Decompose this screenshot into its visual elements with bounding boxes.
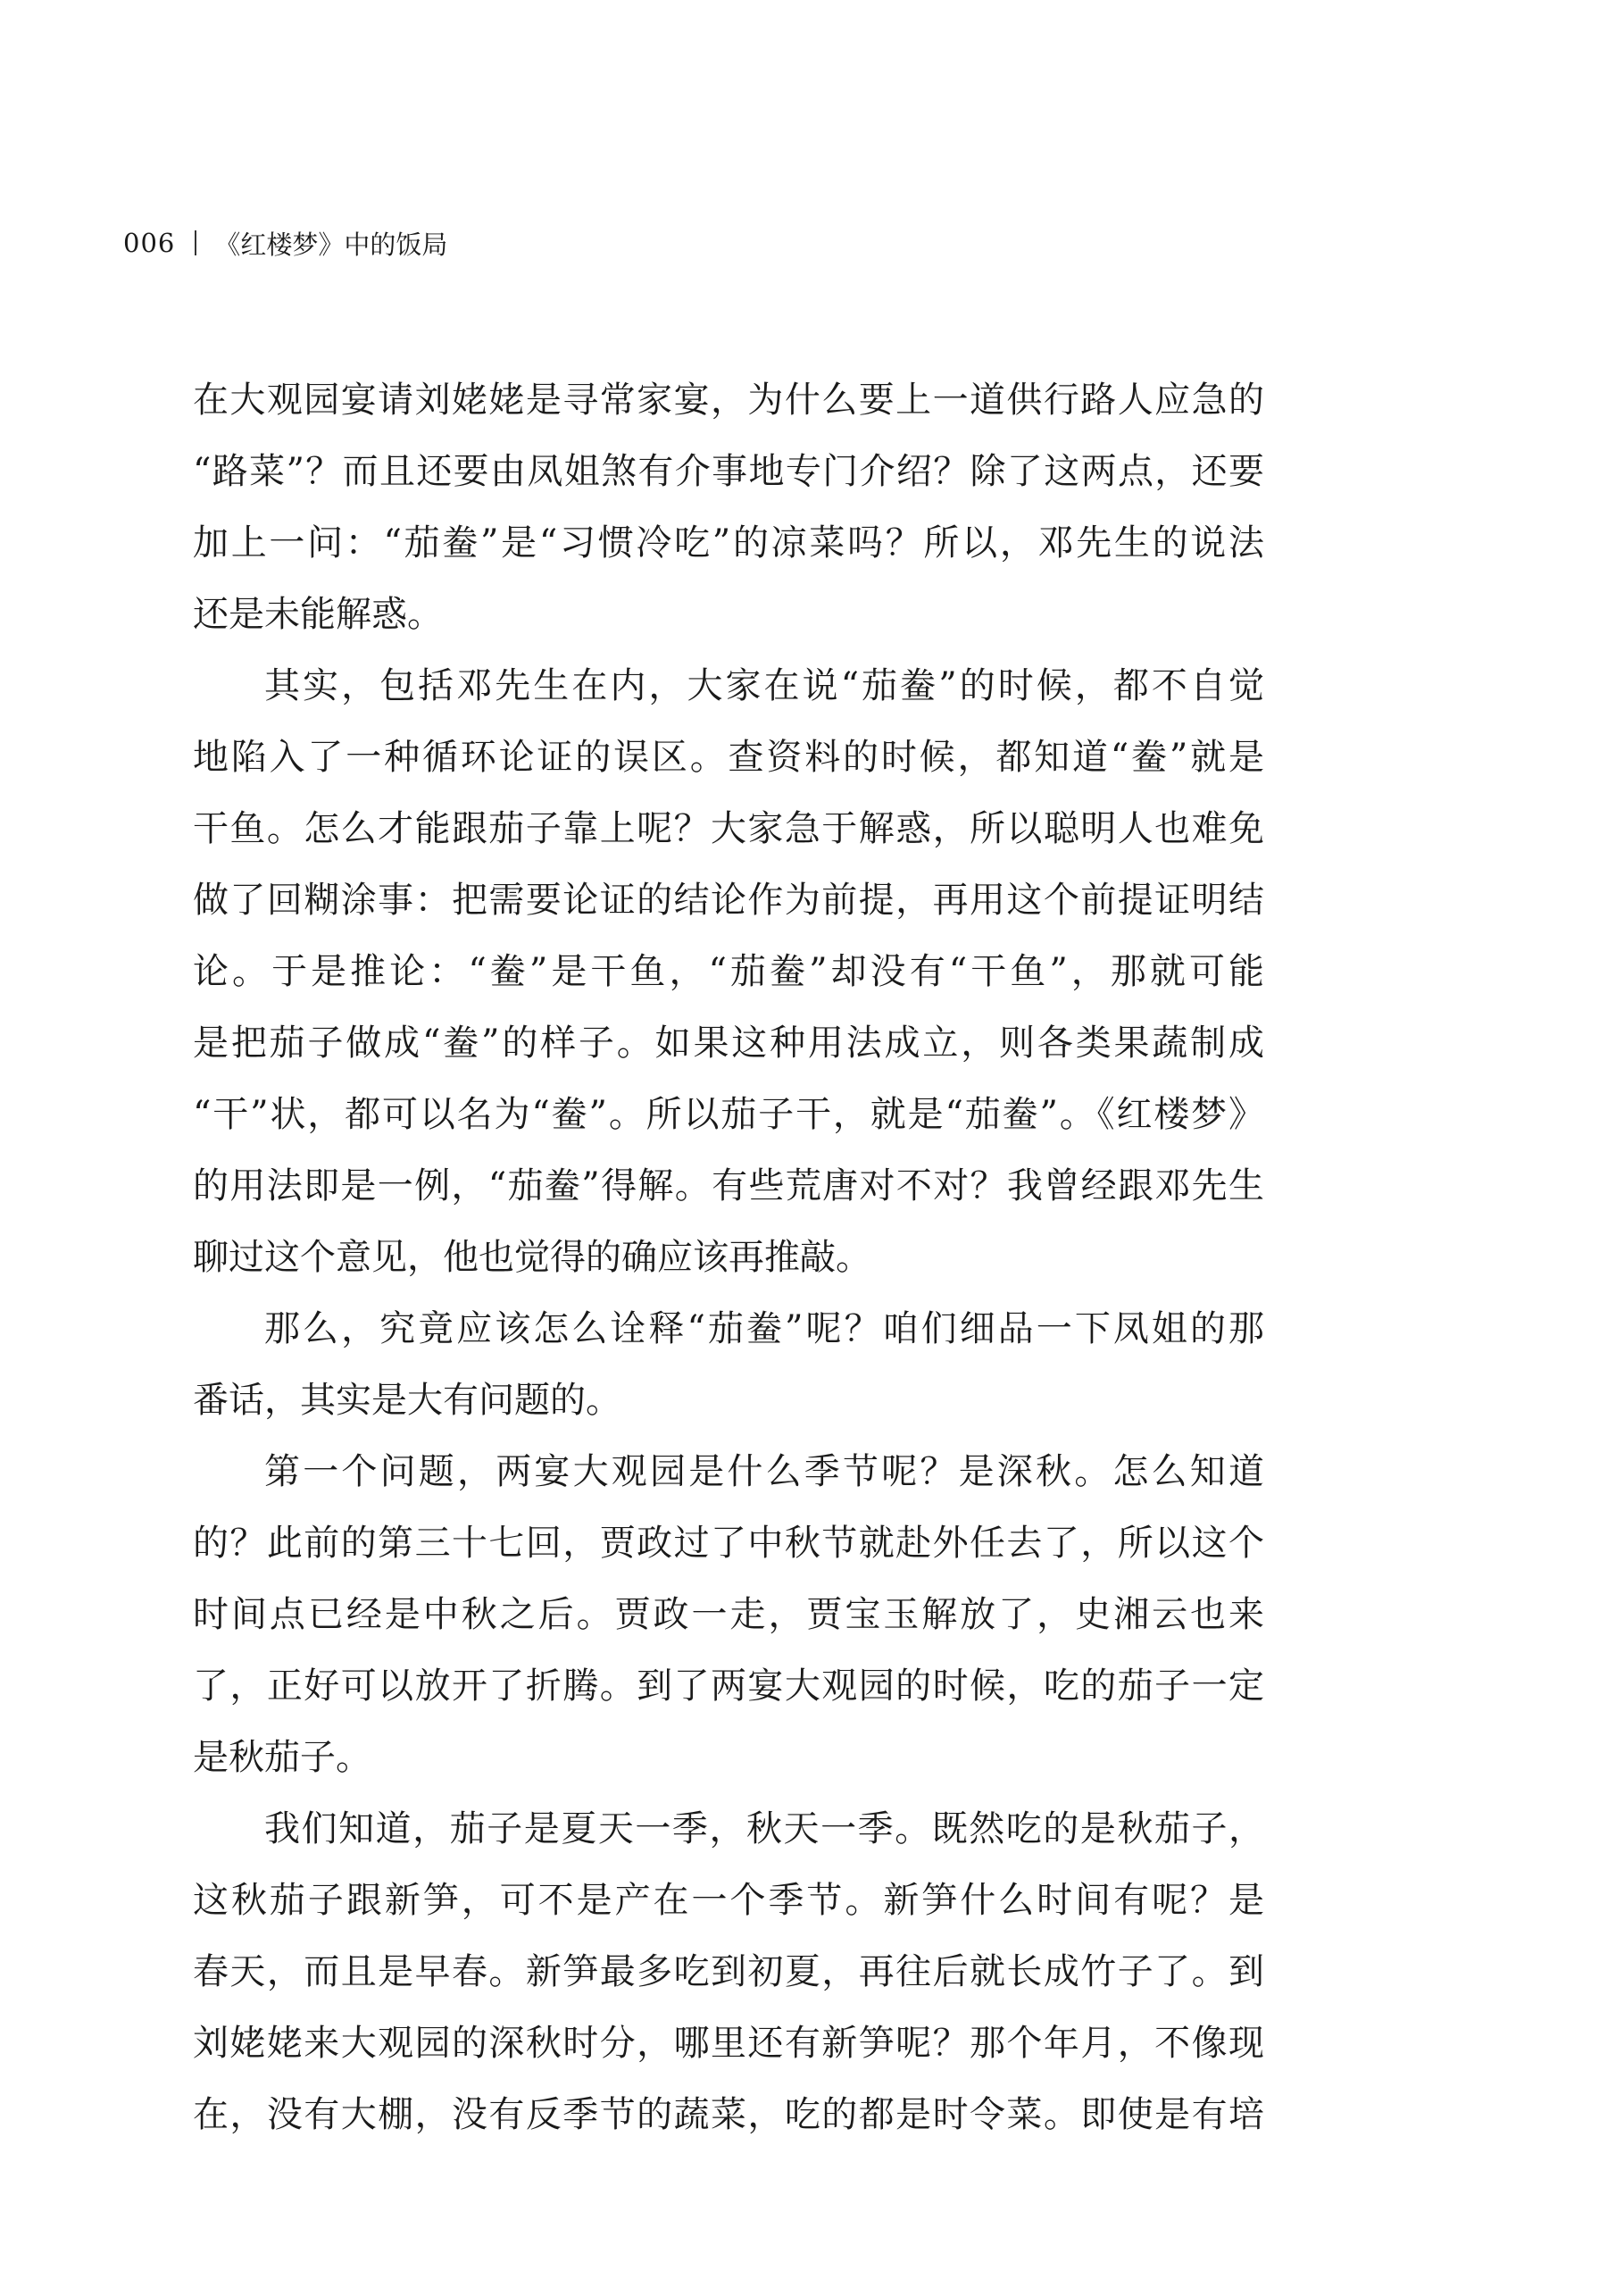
text-line: 地陷入了一种循环论证的误区。查资料的时候，都知道“鲞”就是 [193,737,1264,778]
text-line: 还是未能解惑。 [193,594,443,635]
text-line: 聊过这个意见，他也觉得的确应该再推敲。 [193,1237,871,1278]
page-number: 006 [123,228,176,258]
text-line: 做了回糊涂事：把需要论证的结论作为前提，再用这个前提证明结 [193,880,1264,921]
header-separator [195,230,196,255]
text-line: 时间点已经是中秋之后。贾政一走，贾宝玉解放了，史湘云也来 [193,1594,1264,1635]
text-line: 那么，究竟应该怎么诠释“茄鲞”呢？咱们细品一下凤姐的那 [264,1308,1264,1349]
text-line: 干鱼。怎么才能跟茄子靠上呢？大家急于解惑，所以聪明人也难免 [193,808,1264,849]
text-line: 在大观园宴请刘姥姥是寻常家宴，为什么要上一道供行路人应急的 [193,380,1264,421]
text-line: “干”状，都可以名为“鲞”。所以茄子干，就是“茄鲞”。《红楼梦》 [193,1094,1264,1135]
text-line: 春天，而且是早春。新笋最多吃到初夏，再往后就长成竹子了。到 [193,1951,1264,1992]
text-line: 是秋茄子。 [193,1737,371,1778]
text-line: 的？此前的第三十七回，贾政过了中秋节就赴外任去了，所以这个 [193,1523,1264,1564]
text-line: “路菜”？而且还要由凤姐煞有介事地专门介绍？除了这两点，还要 [193,451,1264,492]
text-line: 番话，其实是大有问题的。 [193,1380,621,1421]
text-line: 加上一问：“茄鲞”是“习惯冷吃”的凉菜吗？所以，邓先生的说法 [193,522,1264,563]
body-text [193,364,1264,2150]
running-header [123,225,447,261]
text-line: 是把茄子做成“鲞”的样子。如果这种用法成立，则各类果蔬制成 [193,1023,1264,1064]
text-line: 论。于是推论：“鲞”是干鱼，“茄鲞”却没有“干鱼”，那就可能 [193,951,1264,992]
text-line: 在，没有大棚，没有反季节的蔬菜，吃的都是时令菜。即使是有培 [193,2094,1264,2135]
text-line: 第一个问题，两宴大观园是什么季节呢？是深秋。怎么知道 [264,1451,1264,1492]
text-line: 这秋茄子跟新笋，可不是产在一个季节。新笋什么时间有呢？是 [193,1880,1264,1921]
text-line: 我们知道，茄子是夏天一季，秋天一季。既然吃的是秋茄子， [264,1808,1264,1849]
text-line: 刘姥姥来大观园的深秋时分，哪里还有新笋呢？那个年月，不像现 [193,2023,1264,2064]
text-line: 其实，包括邓先生在内，大家在说“茄鲞”的时候，都不自觉 [264,665,1264,706]
text-line: 的用法即是一例，“茄鲞”得解。有些荒唐对不对？我曾经跟邓先生 [193,1165,1264,1206]
text-line: 了，正好可以放开了折腾。到了两宴大观园的时候，吃的茄子一定 [193,1665,1264,1707]
book-title: 《红楼梦》中的饭局 [214,229,448,260]
